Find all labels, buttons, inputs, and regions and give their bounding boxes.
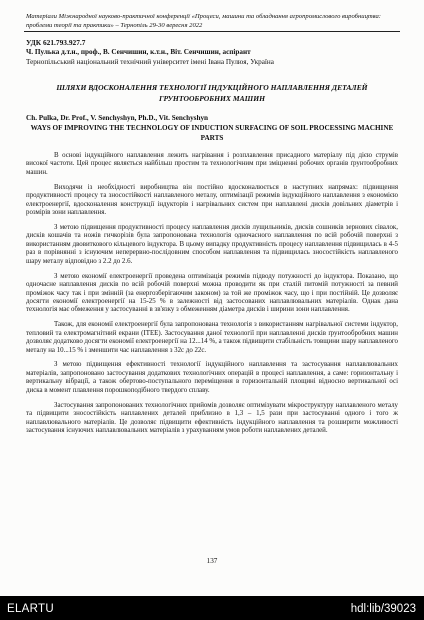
header-divider bbox=[24, 31, 400, 32]
page-number: 137 bbox=[206, 557, 218, 565]
title-ukrainian: ШЛЯХИ ВДОСКОНАЛЕННЯ ТЕХНОЛОГІЇ ІНДУКЦІЙНОГО НАПЛАВЛЕННЯ ДЕТАЛЕЙ ГРУНТООБРОБНИХ МАШИН bbox=[56, 83, 368, 103]
conference-running-header: Матеріали Міжнародної науково-практичної конференції «Процеси, машини та обладнання агропромислового виробництва: проблеми теорії та практики» – Тернопіль 29-30 вересня 2022 bbox=[26, 13, 381, 29]
paragraph: Також, для економії електроенергії була запропонована технологія з використанням нагрівальної системи індуктор, тепловий та електромагнітний екрани (ІТЕЕ). Застосування даної технології при наплавленні дисків ґрунтообробних машин дозволяє додатково досягти економії електроенергії на 12...14 %, а також підвищити стабільність товщини шару наплавленого металу на 10...15 % і зменшити час наплавлення з 32с до 22с. bbox=[26, 321, 398, 354]
affiliation: Тернопільський національний технічний університет імені Івана Пулюя, Україна bbox=[26, 58, 274, 66]
paragraph: З метою економії електроенергії проведена оптимізація режимів підводу потужності до індуктора. Показано, що одночасне наплавлення дисків по всій робочій поверхні можна проводити як при сталій питомій потужності за певний проміжок часу так і при змінній (за енергозберігаючим законом) за той же проміжок часу, що і при постійній. Це дозволяє досягти економії електроенергії на 15-25 % в залежності від застосованих наплавлювальних матеріалів. Однак дана технологія має обмеження у застосуванні в зв'язку з обмеженням діаметра дисків і ширини зони наплавлення. bbox=[26, 272, 398, 314]
repository-name: ELARTU bbox=[7, 603, 54, 615]
handle-identifier: hdl:lib/39023 bbox=[350, 603, 416, 615]
title-english: WAYS OF IMPROVING THE TECHNOLOGY OF INDUCTION SURFACING OF SOIL PROCESSING MACHINE PARTS bbox=[30, 124, 394, 142]
article-body bbox=[26, 152, 398, 442]
authors-ukrainian: Ч. Пулька д.т.н., проф., В. Сенчишин, к.т.н., Віт. Сенчишин, аспірант bbox=[26, 48, 251, 56]
paragraph: Виходячи із необхідності виробництва він постійно вдосконалюється в наступних напрямах: підвищення продуктивності процесу та зносостійкості наплавленого металу, оптимізації режимів індукційного наплавлення з економією електроенергії, вдосконалення конструкції індукторів і нагрівальних систем при наплавлені дисків довільних діаметрів і розмірів зони наплавлення. bbox=[26, 183, 398, 217]
paragraph: З метою підвищення ефективності технології індукційного наплавлення та застосування наплавлювальних матеріалів, запропоновано застосування додаткових технологічних операцій в процесі наплавлення, а саме: горизонтальну і вертикальну вібрації, а також обертово-поступального переміщення в горизонтальній площині відносно вертикальної осі диска в момент плавлення порошкоподібного твердого сплаву. bbox=[26, 361, 398, 394]
authors-english: Ch. Pulka, Dr. Prof., V. Senchyshyn, Ph.D., Vit. Senchyshyn bbox=[26, 114, 209, 122]
paragraph: В основі індукційного наплавлення лежить нагрівання і розплавлення присадного матеріалу під дією струмів високої частоти. Цей процес являється найбільш простим та технологічним при зміцненні робочих органів ґрунтообробних машин. bbox=[26, 152, 398, 176]
paragraph: З метою підвищення продуктивності процесу наплавлення дисків лущильників, дисків сошників зернових сівалок, дисків кошачів та ножів гичкорізів була запропонована технологія одночасного наплавлення по всій робочій поверхні з використанням двовиткового кільцевого індуктора. В цьому випадку продуктивність процесу наплавлення підвищилась в 4-5 раз в порівнянні з існуючим неперервно-послідовним способом наплавлення та підвищилась зносостійкість наплавленого шару металу відповідно з 2.2 до 2.6. bbox=[26, 223, 398, 265]
paragraph: Застосування запропонованих технологічних прийомів дозволяє оптимізувати мікроструктуру наплавленого металу та підвищити зносостійкість наплавлених деталей приблизно в 1,3 – 1,5 рази при застосуванні одного і того ж наплавлювального матеріалів. Це дозволяє підвищити ефективність індукційного наплавлення та розширити можливості застосування існуючих наплавлювальних матеріалів з урахуванням умов роботи наплавлених деталей. bbox=[26, 401, 398, 435]
udc-code: УДК 621.793.927.7 bbox=[26, 38, 86, 47]
